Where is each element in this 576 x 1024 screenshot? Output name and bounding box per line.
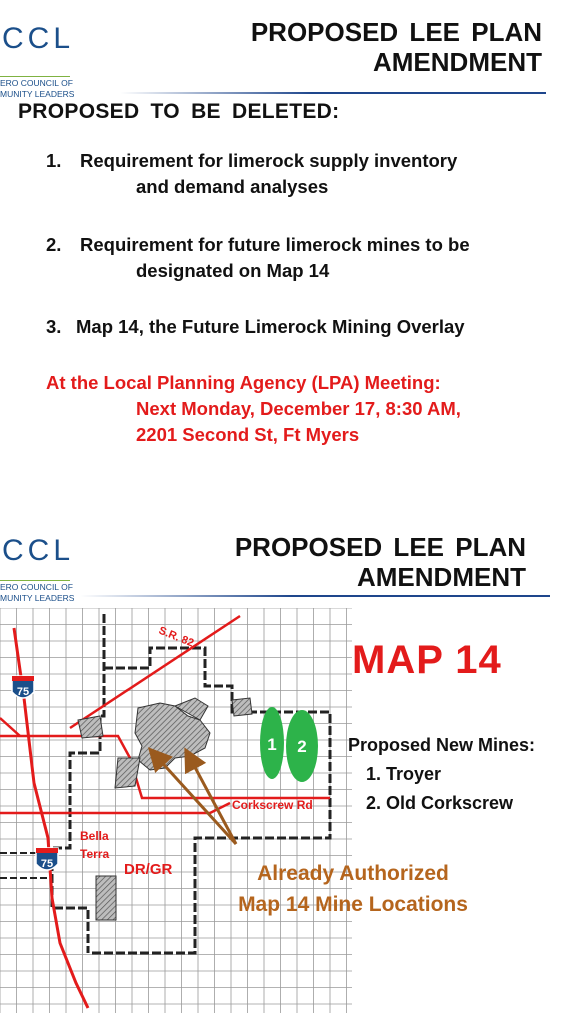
item-text: Map 14, the Future Limerock Mining Overlay	[76, 316, 465, 337]
title-line-1: PROPOSED LEE PLAN	[250, 17, 542, 47]
list-item	[46, 148, 457, 200]
authorized-mine-area	[96, 876, 116, 920]
item-text-continued: designated on Map 14	[136, 260, 330, 281]
terra-label: Terra	[80, 847, 110, 861]
slide-title	[235, 532, 526, 592]
proposed-mine-item: 1. Troyer	[366, 764, 442, 784]
title-line-1: PROPOSED LEE PLAN	[234, 532, 526, 562]
authorized-mine-area	[115, 758, 140, 788]
item-text: Requirement for limerock supply inventory	[80, 150, 458, 171]
authorized-mine-area	[232, 698, 252, 716]
title-divider	[120, 92, 546, 94]
map-14-figure	[0, 608, 352, 1013]
title-line-2: AMENDMENT	[357, 562, 526, 592]
logo-mark: CCL	[2, 534, 75, 567]
list-item	[46, 232, 470, 284]
logo-line-1: ERO COUNCIL OF	[0, 582, 73, 592]
sr-82-label: S.R. 82	[156, 624, 196, 650]
meeting-line-3: 2201 Second St, Ft Myers	[136, 424, 360, 445]
item-text-continued: and demand analyses	[136, 176, 329, 197]
logo-line-2: MUNITY LEADERS	[0, 89, 75, 99]
map-14-title: MAP 14	[352, 638, 502, 682]
item-number: 3.	[46, 316, 62, 337]
logo-line-2: MUNITY LEADERS	[0, 593, 75, 603]
logo-rule	[0, 76, 70, 77]
meeting-line-1: At the Local Planning Agency (LPA) Meeting:	[46, 372, 441, 393]
title-line-2: AMENDMENT	[373, 47, 542, 77]
item-text: Requirement for future limerock mines to be	[80, 234, 470, 255]
i75-label: 75	[16, 686, 30, 698]
mine-1-label: 1	[267, 735, 277, 754]
meeting-line-2: Next Monday, December 17, 8:30 AM,	[136, 398, 461, 419]
interstate-75-shield-bottom	[36, 848, 58, 870]
section-heading: PROPOSED TO BE DELETED:	[18, 100, 340, 123]
road-line	[0, 718, 20, 736]
logo-line-1: ERO COUNCIL OF	[0, 78, 73, 88]
logo-mark: CCL	[2, 22, 75, 55]
item-number: 2.	[46, 234, 62, 255]
authorized-mines-caption	[222, 858, 484, 920]
authorized-mine-area	[78, 716, 103, 738]
logo-rule	[0, 580, 70, 581]
item-number: 1.	[46, 150, 62, 171]
slide-title	[251, 17, 542, 77]
proposed-mines-heading: Proposed New Mines:	[348, 735, 536, 755]
bella-label: Bella	[80, 829, 109, 843]
dr-gr-label: DR/GR	[124, 861, 173, 878]
slide-proposed-deletions	[0, 0, 576, 480]
proposed-mine-item: 2. Old Corkscrew	[366, 793, 514, 813]
list-item	[46, 314, 465, 340]
authorized-line-2: Map 14 Mine Locations	[238, 893, 468, 916]
authorized-line-1: Already Authorized	[257, 862, 449, 885]
meeting-notice	[46, 370, 461, 448]
interstate-75-shield-top	[12, 676, 34, 698]
i75-label: 75	[40, 858, 54, 870]
slide-map-14	[0, 520, 576, 1024]
title-divider	[80, 595, 550, 597]
mine-2-label: 2	[297, 737, 307, 756]
corkscrew-rd-label: Corkscrew Rd	[232, 798, 313, 812]
